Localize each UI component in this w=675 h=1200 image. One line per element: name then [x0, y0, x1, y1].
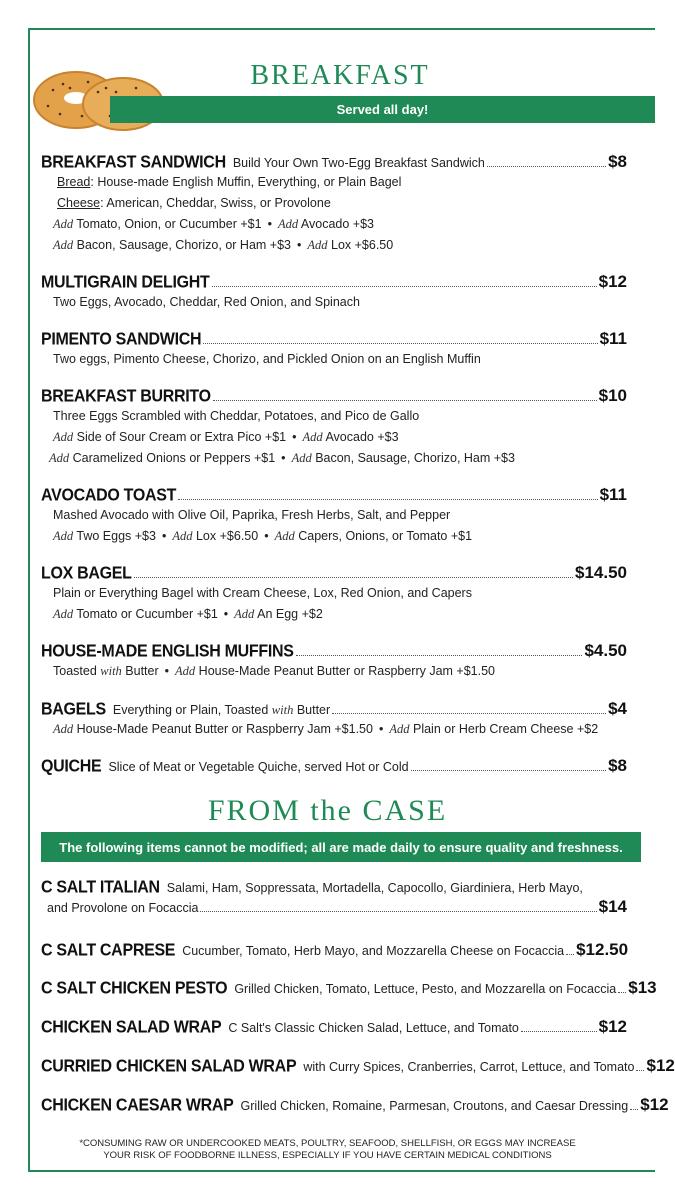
leader-dots [200, 911, 596, 912]
item-desc: Build Your Own Two-Egg Breakfast Sandwich [232, 156, 485, 170]
item-name: CURRIED CHICKEN SALAD WRAP [41, 1057, 297, 1076]
add-word: Add [49, 451, 70, 465]
item-desc: Salami, Ham, Soppressata, Mortadella, Capocollo, Giardiniera, Herb Mayo, [166, 881, 583, 895]
item-name: C SALT CAPRESE [41, 941, 176, 960]
menu-item-quiche [41, 756, 627, 776]
leader-dots [487, 166, 606, 167]
item-name: BREAKFAST BURRITO [41, 387, 211, 406]
addon: Avocado +$3 [325, 430, 399, 444]
case-title: FROM the CASE [207, 794, 448, 827]
item-price: $12 [640, 1095, 669, 1114]
menu-item-lox-bagel: LOX BAGEL $14.50 Plain or Everything Bagel with Cream Cheese, Lox, Red Onion, and Capers Add Tomato or Cucumber +$1 • Add An Egg +$2 [41, 563, 627, 621]
item-price: $11 [599, 485, 627, 504]
item-price: $12 [598, 1017, 627, 1036]
menu-item-c-salt-caprese [41, 940, 627, 960]
menu-item-bagels: BAGELS Everything or Plain, Toasted with Butter $4 Add House-Made Peanut Butter or Raspberry Jam +$1.50 • Add Plain or Herb Cream Cheese +$2 [41, 699, 627, 736]
menu-item-english-muffins: HOUSE-MADE ENGLISH MUFFINS $4.50 Toasted with Butter • Add House-Made Peanut Butter or Raspberry Jam +$1.50 [41, 641, 627, 678]
advisory-line-1: *CONSUMING RAW OR UNDERCOOKED MEATS, POULTRY, SEAFOOD, SHELLFISH, OR EGGS MAY INCREASE [79, 1138, 576, 1149]
menu-item-chicken-caesar-wrap [41, 1095, 669, 1115]
menu-item-c-salt-chicken-pesto [41, 978, 657, 998]
bread-options: House-made English Muffin, Everything, or Plain Bagel [97, 175, 402, 189]
item-price: $10 [598, 386, 627, 405]
menu-item-curried-chicken-salad-wrap [41, 1056, 675, 1076]
item-name: MULTIGRAIN DELIGHT [41, 273, 210, 292]
add-word: Add [307, 238, 328, 252]
item-desc: Three Eggs Scrambled with Cheddar, Potatoes, and Pico de Gallo [53, 409, 420, 423]
addon: Two Eggs +$3 [76, 529, 156, 543]
leader-dots [332, 713, 606, 714]
item-price: $12 [598, 272, 627, 291]
item-desc: Toasted [53, 664, 97, 678]
add-word: Add [291, 451, 312, 465]
item-desc: Two Eggs, Avocado, Cheddar, Red Onion, and Spinach [53, 295, 360, 309]
item-price: $11 [599, 329, 627, 348]
leader-dots [296, 655, 583, 656]
breakfast-banner: Served all day! [110, 96, 655, 123]
add-word: Add [172, 529, 193, 543]
menu-item-breakfast-sandwich: BREAKFAST SANDWICH Build Your Own Two-Egg Breakfast Sandwich $8 Bread: House-made English Muffin, Everything, or Plain Bagel Cheese: American, Cheddar, Swiss, or Provolone Add Tomato, Onion, or Cucumber +$1 • Add Avocado +$3 Add Bacon, Sausage, Chorizo, or Ham +$3 • Add Lox +$6.50 [41, 152, 627, 252]
item-name: QUICHE [41, 757, 102, 776]
addon: House-Made Peanut Butter or Raspberry Jam +$1.50 [198, 664, 496, 678]
leader-dots [212, 286, 597, 287]
add-word: Add [234, 607, 255, 621]
item-name: LOX BAGEL [41, 564, 132, 583]
addon: Capers, Onions, or Tomato +$1 [298, 529, 473, 543]
item-desc: Plain or Everything Bagel with Cream Cheese, Lox, Red Onion, and Capers [53, 586, 472, 600]
item-name: CHICKEN CAESAR WRAP [41, 1096, 234, 1115]
leader-dots [411, 770, 606, 771]
leader-dots [521, 1031, 597, 1032]
leader-dots [566, 954, 574, 955]
menu-item-pimento-sandwich [41, 329, 627, 370]
add-word: Add [53, 607, 74, 621]
item-price: $14.50 [575, 563, 627, 582]
menu-item-multigrain-delight [41, 272, 627, 313]
item-desc: Grilled Chicken, Tomato, Lettuce, Pesto, and Mozzarella on Focaccia [234, 982, 617, 996]
item-price: $12 [646, 1056, 675, 1075]
addon: Bacon, Sausage, Chorizo, or Ham +$3 [76, 238, 291, 252]
add-word: Add [175, 664, 196, 678]
consumer-advisory [0, 1138, 655, 1162]
add-word: Add [274, 529, 295, 543]
add-word: Add [53, 529, 74, 543]
addon: Plain or Herb Cream Cheese +$2 [412, 722, 599, 736]
item-desc: Mashed Avocado with Olive Oil, Paprika, Fresh Herbs, Salt, and Pepper [53, 508, 451, 522]
addon: House-Made Peanut Butter or Raspberry Jam +$1.50 [76, 722, 373, 736]
item-desc: C Salt's Classic Chicken Salad, Lettuce, and Tomato [228, 1021, 519, 1035]
item-name: BREAKFAST SANDWICH [41, 153, 226, 172]
add-word: Add [277, 217, 299, 231]
item-desc: with Curry Spices, Cranberries, Carrot, Lettuce, and Tomato [303, 1060, 635, 1074]
item-desc: Everything or Plain, Toasted [112, 703, 269, 717]
item-desc: Cucumber, Tomato, Herb Mayo, and Mozzarella Cheese on Focaccia [182, 944, 565, 958]
add-word: Add [53, 722, 74, 736]
item-price: $8 [608, 756, 627, 775]
item-name: C SALT CHICKEN PESTO [41, 979, 228, 998]
leader-dots [630, 1109, 638, 1110]
addon: Lox +$6.50 [331, 238, 394, 252]
item-name: CHICKEN SALAD WRAP [41, 1018, 222, 1037]
with-word: with [271, 703, 294, 717]
breakfast-title: BREAKFAST [250, 60, 430, 91]
add-word: Add [302, 430, 323, 444]
addon: Avocado +$3 [300, 217, 374, 231]
addon: An Egg +$2 [257, 607, 323, 621]
add-word: Add [53, 430, 74, 444]
addon: Tomato or Cucumber +$1 [76, 607, 218, 621]
item-desc: Butter [125, 664, 159, 678]
item-desc: Two eggs, Pimento Cheese, Chorizo, and Pickled Onion on an English Muffin [53, 352, 481, 366]
item-price: $4 [608, 699, 627, 718]
menu-item-breakfast-burrito: BREAKFAST BURRITO $10 Three Eggs Scrambled with Cheddar, Potatoes, and Pico de Gallo Add Side of Sour Cream or Extra Pico +$1 • Add Avocado +$3 Add Caramelized Onions or Peppers +$1 • Add Bacon, Sausage, Chorizo, Ham +$3 [41, 386, 627, 465]
menu-item-avocado-toast: AVOCADO TOAST $11 Mashed Avocado with Olive Oil, Paprika, Fresh Herbs, Salt, and Pepper Add Two Eggs +$3 • Add Lox +$6.50 • Add Capers, Onions, or Tomato +$1 [41, 485, 627, 543]
item-name: AVOCADO TOAST [41, 486, 177, 505]
leader-dots [203, 343, 597, 344]
leader-dots [178, 499, 597, 500]
item-desc: Slice of Meat or Vegetable Quiche, served Hot or Cold [108, 760, 409, 774]
addon: Side of Sour Cream or Extra Pico +$1 [76, 430, 287, 444]
menu-item-c-salt-italian [41, 879, 627, 919]
leader-dots [213, 400, 597, 401]
bread-label: Bread [57, 175, 91, 189]
addon: Tomato, Onion, or Cucumber +$1 [76, 217, 262, 231]
case-banner: The following items cannot be modified; all are made daily to ensure quality and freshness. [41, 832, 641, 862]
cheese-label: Cheese [57, 196, 101, 210]
item-desc: Grilled Chicken, Romaine, Parmesan, Croutons, and Caesar Dressing [240, 1099, 629, 1113]
with-word: with [100, 664, 122, 678]
leader-dots [618, 992, 626, 993]
leader-dots [134, 577, 573, 578]
item-price: $4.50 [584, 641, 627, 660]
item-price: $13 [628, 978, 657, 997]
addon: Lox +$6.50 [195, 529, 259, 543]
add-word: Add [389, 722, 410, 736]
leader-dots [636, 1070, 644, 1071]
menu-item-chicken-salad-wrap [41, 1017, 627, 1037]
add-word: Add [53, 238, 74, 252]
item-name: C SALT ITALIAN [41, 878, 160, 897]
item-price: $12.50 [576, 940, 629, 959]
addon: Bacon, Sausage, Chorizo, Ham +$3 [315, 451, 515, 465]
item-price: $8 [608, 152, 627, 171]
item-name: BAGELS [41, 700, 106, 719]
addon: Caramelized Onions or Peppers +$1 [72, 451, 276, 465]
add-word: Add [53, 217, 74, 231]
item-price: $14 [598, 897, 627, 916]
item-name: HOUSE-MADE ENGLISH MUFFINS [41, 642, 294, 661]
cheese-options: American, Cheddar, Swiss, or Provolone [106, 196, 331, 210]
item-desc: Butter [296, 703, 331, 717]
advisory-line-2: YOUR RISK OF FOODBORNE ILLNESS, ESPECIALLY IF YOU HAVE CERTAIN MEDICAL CONDITIONS [103, 1150, 552, 1161]
item-desc: and Provolone on Focaccia [47, 901, 199, 915]
item-name: PIMENTO SANDWICH [41, 330, 202, 349]
